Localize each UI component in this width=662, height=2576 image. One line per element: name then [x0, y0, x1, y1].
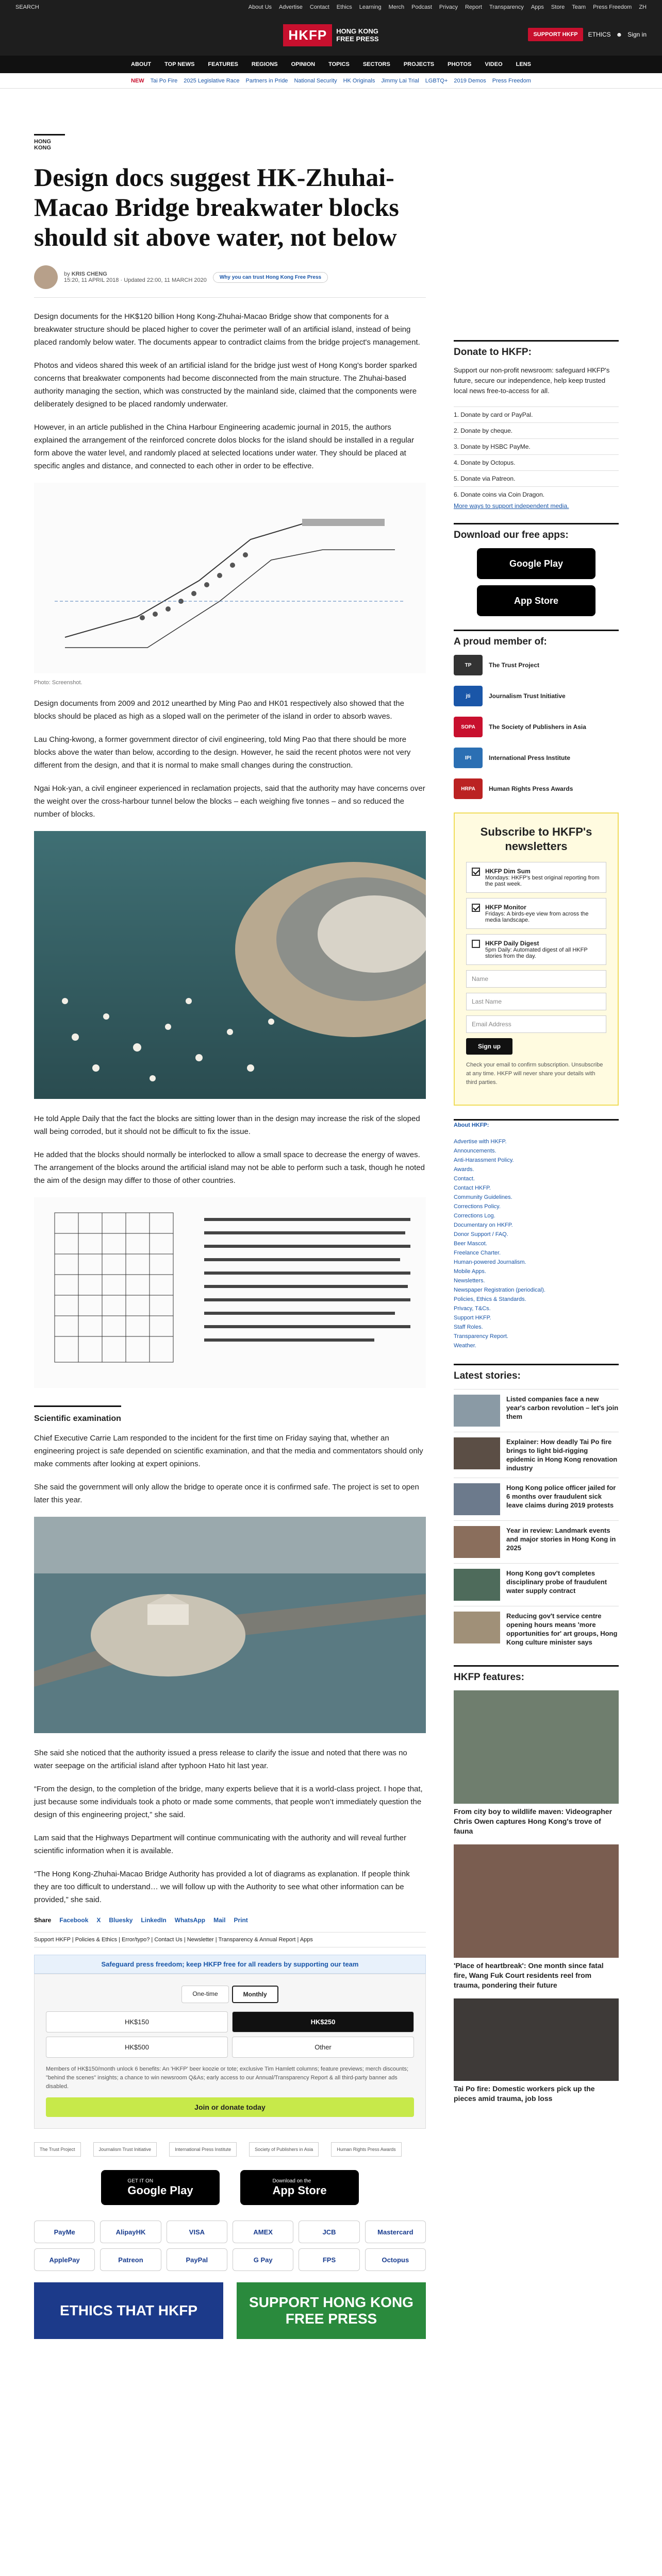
frequency-toggle [46, 1986, 414, 2003]
story-title: Hong Kong police officer jailed for 6 months over fraudulent sick leave claims during 2019 protests [506, 1484, 616, 1509]
share-whatsapp[interactable]: WhatsApp [174, 1917, 206, 1924]
trending-bar [0, 73, 662, 89]
about-link[interactable]: Policies, Ethics & Standards. [454, 1296, 526, 1302]
donate-option[interactable]: 4. Donate by Octopus. [454, 454, 619, 470]
site-logo[interactable] [283, 24, 378, 46]
about-link[interactable]: Human-powered Journalism. [454, 1259, 526, 1265]
latest-story[interactable] [454, 1563, 619, 1606]
signin-link[interactable]: Sign in [627, 31, 647, 38]
donate-option[interactable]: 2. Donate by cheque. [454, 422, 619, 438]
cross-section-diagram [34, 483, 426, 673]
member-name: International Press Institute [489, 754, 571, 761]
google-play-button[interactable] [101, 2170, 220, 2205]
store-caption: Download on the [272, 2178, 311, 2184]
share-label: Share [34, 1917, 52, 1924]
donate-option[interactable]: 5. Donate via Patreon. [454, 470, 619, 486]
paragraph: “The Hong Kong-Zhuhai-Macao Bridge Authority has provided a lot of diagrams as explanation. If people think they are too difficult to understand… we will follow up with the Authority to see what other information can be provided,” she said. [34, 1870, 410, 1904]
sidebar-heading: Latest stories: [454, 1364, 619, 1382]
latest-story[interactable] [454, 1478, 619, 1520]
sidebar-heading: Donate to HKFP: [454, 340, 619, 358]
about-link[interactable]: Privacy, T&Cs. [454, 1306, 491, 1312]
amount-option[interactable]: Other [232, 2037, 414, 2058]
donate-more-link[interactable]: More ways to support independent media. [454, 502, 569, 510]
trending-link[interactable]: Jimmy Lai Trial [381, 77, 419, 84]
share-x[interactable]: X [96, 1917, 101, 1924]
nav-item[interactable]: FEATURES [208, 61, 238, 67]
about-link[interactable]: Freelance Charter. [454, 1250, 501, 1256]
user-icon: ☻ [616, 31, 623, 38]
app-store-button[interactable]: App Store [477, 585, 595, 616]
share-print[interactable]: Print [234, 1917, 248, 1924]
sidebar-heading: A proud member of: [454, 630, 619, 648]
donate-option[interactable]: 3. Donate by HSBC PayMe. [454, 438, 619, 454]
payment-logo: FPS [299, 2248, 359, 2271]
paragraph: Lau Ching-kwong, a former government director of civil engineering, told Ming Pao that there should be more blocks above the water than below, according to the design. However, he said the recent photos were not very different from the design, and that it is normal to make small changes during the construction. [34, 735, 411, 770]
utility-link[interactable]: Learning [359, 4, 382, 10]
section-heading: Scientific examination [34, 1405, 121, 1423]
footer-logos [34, 2142, 426, 2157]
feature-title: From city boy to wildlife maven: Videographer Chris Owen captures Hong Kong's trove of fauna [454, 1807, 613, 1835]
about-link[interactable]: Beer Mascot. [454, 1241, 487, 1247]
option-name: HKFP Monitor [485, 904, 526, 911]
paragraph: Photos and videos shared this week of an artificial island for the bridge just west of Hong Kong's border sparked concerns that breakwater components had become disconnected from the main structure. The Zhuhai-based authority managing the section, which was constructed by the mainland side, claimed that the components were deliberately designed to be placed randomly underwater. [34, 361, 417, 409]
email-field[interactable]: Email Address [466, 1015, 606, 1033]
about-link[interactable]: Contact. [454, 1176, 475, 1182]
member-logo[interactable] [454, 748, 619, 768]
apps-box [454, 523, 619, 616]
nav-item[interactable]: REGIONS [251, 61, 278, 67]
support-button[interactable]: SUPPORT HKFP [528, 28, 583, 41]
about-box [454, 1119, 619, 1350]
membership-note: Members of HK$150/month unlock 6 benefits: An 'HKFP' beer koozie or tote; exclusive Tim Hamlett columns; feature previews; merch discounts; "behind the scenes" insights; a chance to win newsroom Q&As; early access to our Annual/Transparency Report & all third-party banner ads disabled. [46, 2066, 409, 2090]
trending-link[interactable]: Tai Po Fire [150, 77, 178, 84]
feature-story[interactable] [454, 1998, 619, 2104]
payment-logo: Octopus [365, 2248, 426, 2271]
logo-mark: HKFP [283, 24, 332, 46]
about-link[interactable]: Support HKFP. [454, 1315, 491, 1321]
nav-item[interactable]: ABOUT [131, 61, 152, 67]
support-links[interactable]: Support HKFP | Policies & Ethics | Error/typo? | Contact Us | Newsletter | Transparency & Annual Report | Apps [34, 1932, 426, 1947]
member-name: Human Rights Press Awards [489, 785, 573, 792]
top-utility-bar [0, 0, 662, 14]
paragraph: Chief Executive Carrie Lam responded to the incident for the first time on Friday saying that, whether an engineering project is safe depended on scientific examination, and that the media and commentators should only make comments after looking at expert opinions. [34, 1434, 423, 1468]
latest-story[interactable] [454, 1606, 619, 1652]
about-link[interactable]: Community Guidelines. [454, 1194, 512, 1200]
payment-logo: Patreon [100, 2248, 161, 2271]
share-bluesky[interactable]: Bluesky [109, 1917, 133, 1924]
search-link[interactable]: SEARCH [15, 4, 39, 10]
donate-option[interactable]: 1. Donate by card or PayPal. [454, 406, 619, 422]
member-logo[interactable] [454, 717, 619, 737]
donate-box [454, 340, 619, 510]
nav-item[interactable]: OPINION [291, 61, 316, 67]
publish-date: 15:20, 11 APRIL 2018 [64, 277, 119, 283]
story-thumbnail [454, 1483, 500, 1515]
byline-text: by KRIS CHENG 15:20, 11 APRIL 2018 · Updated 22:00, 11 MARCH 2020 [64, 271, 207, 283]
feature-title: 'Place of heartbreak': One month since fatal fire, Wang Fuk Court residents reel from trauma, pondering their future [454, 1961, 604, 1989]
footer-logo[interactable]: Human Rights Press Awards [331, 2142, 401, 2157]
checkbox[interactable] [472, 868, 480, 876]
share-mail[interactable]: Mail [213, 1917, 226, 1924]
about-link[interactable]: Documentary on HKFP. [454, 1222, 513, 1228]
utility-link[interactable]: Privacy [439, 4, 458, 10]
nav-item[interactable]: LENS [516, 61, 531, 67]
member-box [454, 630, 619, 799]
byline [34, 265, 426, 298]
utility-links [249, 4, 647, 10]
member-name: The Trust Project [489, 662, 540, 669]
last-name-field[interactable]: Last Name [466, 993, 606, 1010]
paragraph: Design documents from 2009 and 2012 unearthed by Ming Pao and HK01 respectively also showed that the blocks should be placed as high as a sloped wall on the perimeter of the island in order to absorb waves. [34, 699, 404, 721]
option-desc: Mondays: HKFP's best original reporting from the past week. [485, 875, 600, 887]
share-facebook[interactable]: Facebook [59, 1917, 89, 1924]
sidebar [454, 340, 619, 2117]
story-title: Hong Kong gov't completes disciplinary probe of fraudulent water supply contract [506, 1569, 607, 1595]
newsletter-option[interactable] [466, 898, 606, 929]
name-field[interactable]: Name [466, 970, 606, 988]
paragraph: Lam said that the Highways Department will continue communicating with the authority and will reveal further scientific information when it is available. [34, 1834, 407, 1855]
features-box [454, 1665, 619, 2104]
newsletter-option[interactable] [466, 862, 606, 893]
nav-item[interactable]: TOPICS [328, 61, 350, 67]
trending-link[interactable]: Partners in Pride [245, 77, 288, 84]
sidebar-heading: About HKFP: [454, 1119, 619, 1130]
payment-methods [34, 2221, 426, 2271]
member-logo[interactable] [454, 686, 619, 706]
nav-item[interactable]: PHOTOS [448, 61, 472, 67]
amount-option[interactable]: HK$150 [46, 2011, 228, 2032]
signup-button[interactable]: Sign up [466, 1038, 512, 1055]
donate-text: Support our non-profit newsroom: safeguard HKFP's future, secure our independence, help keep trusted local news free-to-access for all. [454, 366, 610, 395]
story-thumbnail [454, 1569, 500, 1601]
nav-item[interactable]: SECTORS [362, 61, 390, 67]
latest-box [454, 1364, 619, 1652]
trust-badge[interactable]: Why you can trust Hong Kong Free Press [213, 272, 328, 283]
payment-logo: PayMe [34, 2221, 95, 2243]
member-name: The Society of Publishers in Asia [489, 723, 586, 731]
utility-link[interactable]: About Us [248, 4, 272, 10]
about-link[interactable]: Mobile Apps. [454, 1268, 486, 1275]
newsletter-title: Subscribe to HKFP's newsletters [480, 825, 592, 853]
freq-one-time[interactable]: One-time [181, 1986, 228, 2003]
share-bar [34, 1917, 426, 1924]
support-promo[interactable]: Safeguard press freedom; keep HKFP free for all readers by supporting our team [34, 1955, 426, 1974]
author-prefix: by [64, 271, 70, 277]
utility-link[interactable]: Report [465, 4, 482, 10]
member-name: Journalism Trust Initiative [489, 692, 566, 700]
jti-icon: jti [454, 686, 483, 706]
store-name: Google Play [127, 2183, 193, 2197]
masthead [0, 14, 662, 56]
grid-layout-diagram [34, 1197, 426, 1388]
share-linkedin[interactable]: LinkedIn [141, 1917, 167, 1924]
nav-item[interactable]: VIDEO [485, 61, 503, 67]
paragraph: However, in an article published in the China Harbour Engineering academic journal in 2015, the authors explained the arrangement of the reinforced concrete dolos blocks for the island should be installed in a regular form above the water level, and randomly placed at selected locations under water. They should be placed at specific angles and distance, and connected to each other in order to be effective. [34, 423, 415, 470]
amount-options [46, 2011, 414, 2058]
ethics-link[interactable]: ETHICS [588, 31, 611, 38]
article [34, 134, 426, 2339]
paragraph: Ngai Hok-yan, a civil engineer experienced in reclamation projects, said that the authority may have concerns over the weight over the cross-harbour tunnel below the blocks – each weighing five tonnes – and so reduced the number of blocks. [34, 784, 425, 819]
checkbox[interactable] [472, 940, 480, 948]
payment-logo: AlipayHK [100, 2221, 161, 2243]
about-link[interactable]: Awards. [454, 1166, 474, 1173]
trending-link[interactable]: 2019 Demos [454, 77, 486, 84]
footer-logo[interactable]: The Trust Project [34, 2142, 81, 2157]
newsletter-option[interactable] [466, 934, 606, 965]
trending-link[interactable]: HK Originals [343, 77, 375, 84]
updated-date: Updated 22:00, 11 MARCH 2020 [124, 277, 207, 283]
masthead-actions [528, 28, 647, 41]
about-link[interactable]: Announcements. [454, 1148, 496, 1154]
about-link[interactable]: Advertise with HKFP. [454, 1139, 507, 1145]
member-logo[interactable] [454, 778, 619, 799]
latest-story[interactable] [454, 1389, 619, 1432]
story-thumbnail [454, 1437, 500, 1469]
paragraph: She said the government will only allow the bridge to operate once it is confirmed safe. The project is set to open later this year. [34, 1483, 419, 1504]
utility-link[interactable]: Team [572, 4, 586, 10]
member-logo[interactable] [454, 655, 619, 675]
store-caption: GET IT ON [127, 2178, 154, 2184]
about-link[interactable]: Contact HKFP. [454, 1185, 491, 1191]
trust-project-icon: TP [454, 655, 483, 675]
hrpa-icon: HRPA [454, 778, 483, 799]
trending-link[interactable]: LGBTQ+ [425, 77, 448, 84]
support-banner[interactable]: SUPPORT HONG KONG FREE PRESS [237, 2282, 426, 2339]
feature-image [454, 1690, 619, 1804]
feature-image [454, 1998, 619, 2081]
paragraph: Design documents for the HK$120 billion Hong Kong-Zhuhai-Macao Bridge show that components for a breakwater structure should be placed higher to cover the perimeter wall of an artificial island, instead of being placed randomly below water. The documents appear to contradict claims from the bridge project's management. [34, 312, 420, 347]
utility-link[interactable]: Apps [531, 4, 544, 10]
utility-link[interactable]: Press Freedom [593, 4, 632, 10]
utility-link[interactable]: Merch [388, 4, 405, 10]
paragraph: She said she noticed that the authority issued a press release to clarify the issue and noted that there was no water seepage on the artificial island after typhoon Hato hit last year. [34, 1749, 407, 1770]
footer-logo[interactable]: Journalism Trust Initiative [93, 2142, 157, 2157]
payment-logo: PayPal [167, 2248, 227, 2271]
latest-story[interactable] [454, 1520, 619, 1563]
footer-logo[interactable]: Society of Publishers in Asia [249, 2142, 319, 2157]
about-link[interactable]: Newsletters. [454, 1278, 485, 1284]
feature-story[interactable] [454, 1690, 619, 1836]
feature-title: Tai Po fire: Domestic workers pick up the pieces amid trauma, job loss [454, 2084, 595, 2103]
story-title: Year in review: Landmark events and major stories in Hong Kong in 2025 [506, 1527, 616, 1552]
promo-banners [34, 2282, 426, 2339]
story-thumbnail [454, 1395, 500, 1427]
option-desc: 5pm Daily: Automated digest of all HKFP stories from the day. [485, 947, 588, 959]
payment-logo: AMEX [233, 2221, 293, 2243]
utility-link[interactable]: Transparency [489, 4, 524, 10]
newsletter-box [454, 812, 619, 1106]
about-link[interactable]: Anti-Harassment Policy. [454, 1157, 514, 1163]
checkbox[interactable] [472, 904, 480, 912]
freq-monthly[interactable]: Monthly [232, 1986, 278, 2003]
utility-link[interactable]: Advertise [279, 4, 303, 10]
footer-logo[interactable]: International Press Institute [169, 2142, 237, 2157]
logo-text [336, 27, 378, 43]
artificial-island-photo [34, 831, 426, 1099]
utility-link[interactable]: Contact [309, 4, 329, 10]
story-title: Reducing gov't service centre opening hours means 'more opportunities for' art groups, Hong Kong culture minister says [506, 1612, 618, 1646]
sidebar-heading: HKFP features: [454, 1665, 619, 1683]
story-title: Explainer: How deadly Tai Po fire brings to light bid-rigging epidemic in Hong Kong renovation industry [506, 1438, 618, 1472]
option-name: HKFP Dim Sum [485, 868, 531, 875]
app-store-button[interactable] [240, 2170, 359, 2205]
island-aerial-photo [34, 1517, 426, 1733]
paragraph: He added that the blocks should normally be interlocked to allow a small space to decrease the energy of waves. The arrangement of the blocks around the artificial island may not be able to perform such a task, though he noted the aim of the design may differ to those of other countries. [34, 1150, 425, 1185]
feature-story[interactable] [454, 1844, 619, 1990]
utility-link[interactable]: Store [551, 4, 565, 10]
utility-link[interactable]: Ethics [336, 4, 352, 10]
sidebar-heading: Download our free apps: [454, 523, 619, 541]
main-nav [0, 56, 662, 73]
amount-option[interactable]: HK$500 [46, 2037, 228, 2058]
app-store-buttons [34, 2170, 426, 2205]
logo-line: FREE PRESS [336, 35, 379, 43]
author-name[interactable]: KRIS CHENG [71, 271, 107, 277]
about-link[interactable]: Newspaper Registration (periodical). [454, 1287, 545, 1293]
payment-logo: VISA [167, 2221, 227, 2243]
sopa-icon: SOPA [454, 717, 483, 737]
latest-story[interactable] [454, 1432, 619, 1478]
about-link[interactable]: Staff Roles. [454, 1324, 483, 1330]
nav-item[interactable]: TOP NEWS [164, 61, 195, 67]
join-button[interactable]: Join or donate today [46, 2097, 414, 2117]
utility-link[interactable]: ZH [639, 4, 647, 10]
ethics-banner[interactable]: ETHICS THAT HKFP [34, 2282, 223, 2339]
about-link[interactable]: Corrections Policy. [454, 1204, 501, 1210]
utility-link[interactable]: Podcast [411, 4, 432, 10]
logo-line: HONG KONG [336, 27, 378, 35]
payment-logo: ApplePay [34, 2248, 95, 2271]
amount-option[interactable]: HK$250 [232, 2011, 414, 2032]
about-link[interactable]: Donor Support / FAQ. [454, 1231, 508, 1238]
ipi-icon: IPI [454, 748, 483, 768]
paragraph: He told Apple Daily that the fact the blocks are sitting lower than in the design may increase the risk of the sloped wall being corroded, but it should not be difficult to fix the issue. [34, 1114, 420, 1136]
paragraph: “From the design, to the completion of the bridge, many experts believe that it is a world-class project. I hope that, just because some individuals took a photo or made some comments, that people won’t immediately question the design of this engineering project,” she said. [34, 1785, 423, 1819]
image-caption: Photo: Screenshot. [34, 680, 82, 686]
store-name: App Store [272, 2183, 327, 2197]
donate-option[interactable]: 6. Donate coins via Coin Dragon. [454, 486, 619, 502]
option-name: HKFP Daily Digest [485, 940, 539, 947]
google-play-button[interactable]: Google Play [477, 548, 595, 579]
author-avatar [34, 265, 58, 289]
pledge-widget [34, 1974, 426, 2129]
trending-link[interactable]: Press Freedom [492, 77, 531, 84]
about-link[interactable]: Corrections Log. [454, 1213, 495, 1219]
payment-logo: JCB [299, 2221, 359, 2243]
story-thumbnail [454, 1526, 500, 1558]
payment-logo: Mastercard [365, 2221, 426, 2243]
nav-item[interactable]: PROJECTS [403, 61, 435, 67]
trending-link[interactable]: National Security [294, 77, 337, 84]
article-kicker[interactable]: HONG KONG [34, 134, 65, 151]
option-desc: Fridays: A birds-eye view from across the media landscape. [485, 911, 589, 923]
newsletter-note: Check your email to confirm subscription. Unsubscribe at any time. HKFP will never share your details with third parties. [466, 1062, 603, 1086]
about-link[interactable]: Transparency Report. [454, 1333, 508, 1340]
payment-logo: G Pay [233, 2248, 293, 2271]
about-link[interactable]: Weather. [454, 1343, 476, 1349]
story-title: Listed companies face a new year's carbon revolution – let's join them [506, 1395, 619, 1420]
article-title: Design docs suggest HK-Zhuhai-Macao Bridge breakwater blocks should sit above water, not below [34, 163, 399, 251]
feature-image [454, 1844, 619, 1958]
trending-link[interactable]: 2025 Legislative Race [184, 77, 240, 84]
donate-list [454, 406, 619, 502]
trending-label: NEW [131, 77, 144, 84]
story-thumbnail [454, 1612, 500, 1643]
